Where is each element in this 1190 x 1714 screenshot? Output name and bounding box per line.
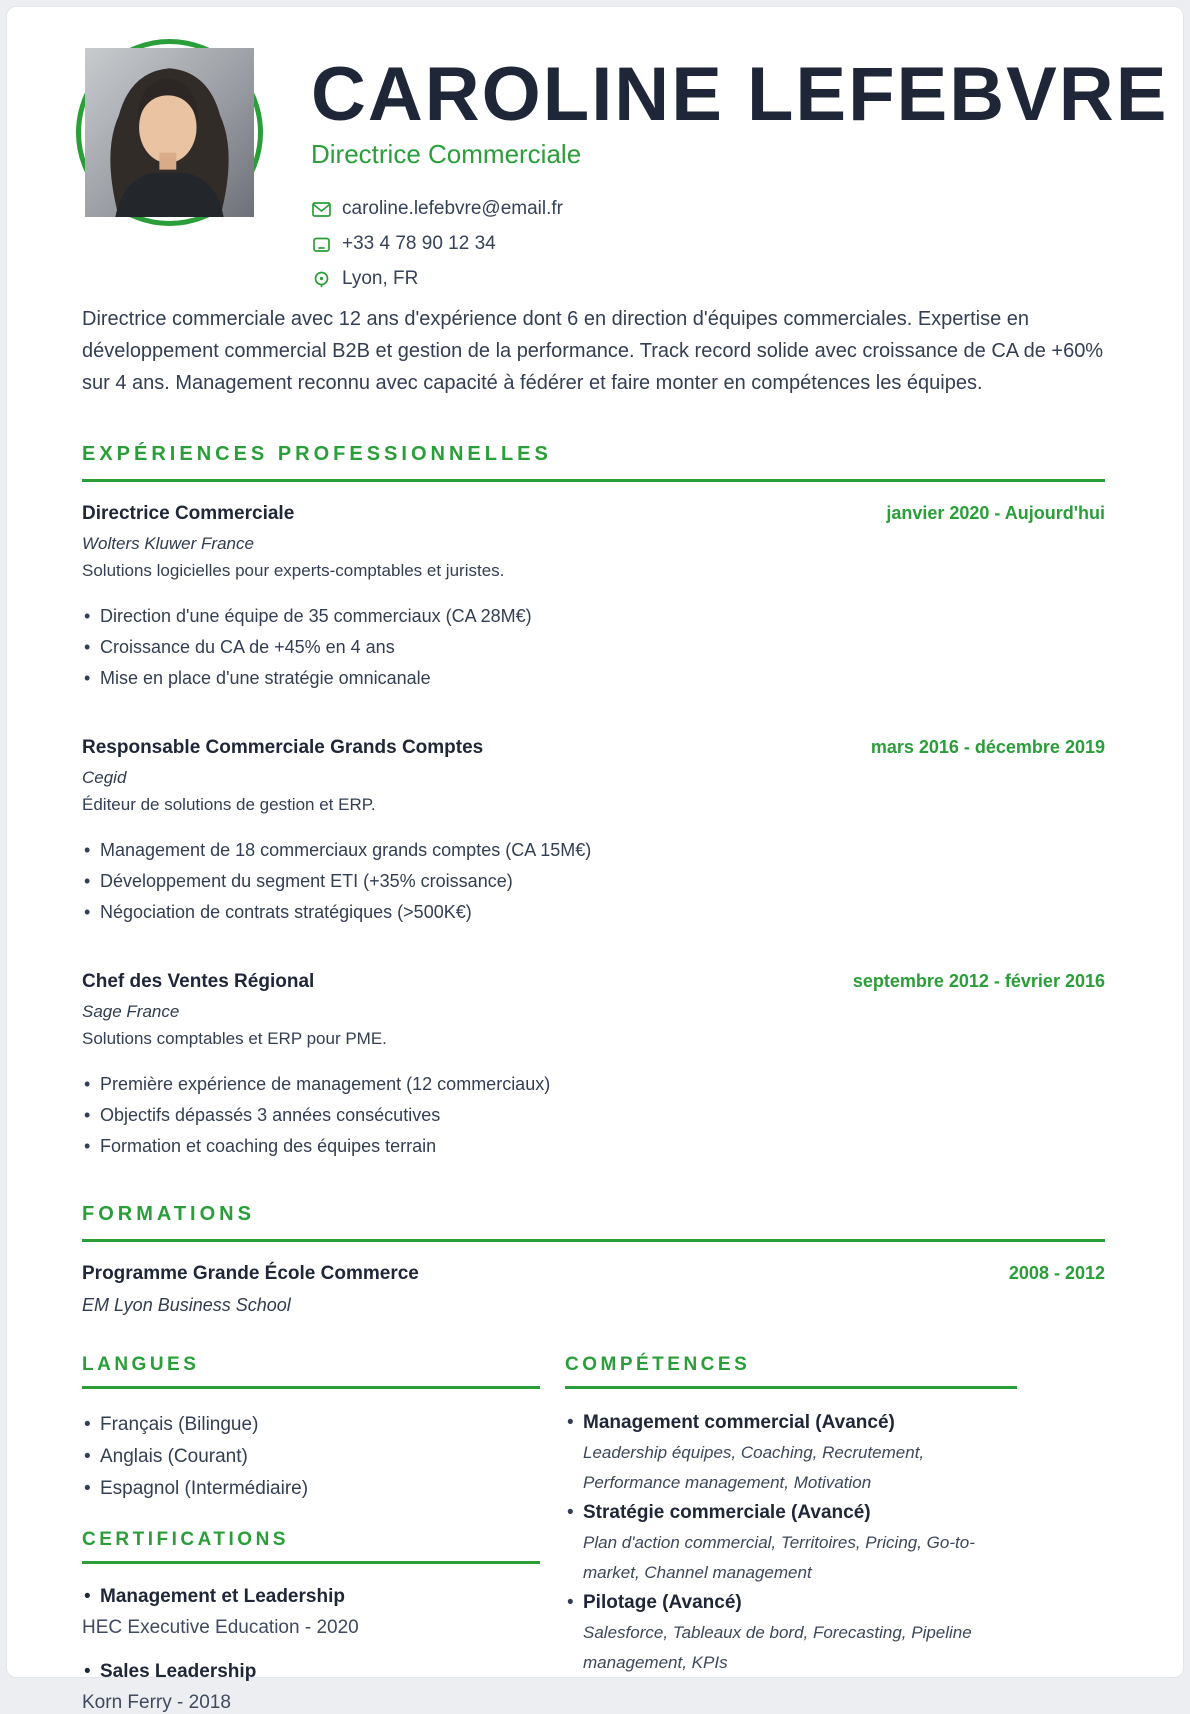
job-dates: janvier 2020 - Aujourd'hui xyxy=(886,503,1105,524)
contact-phone: +33 4 78 90 12 34 xyxy=(342,233,496,255)
header xyxy=(7,39,1183,303)
bullet-dot: • xyxy=(84,1074,91,1095)
two-column-block xyxy=(82,1354,1105,1714)
person-name: CAROLINE LEFEBVRE xyxy=(311,52,1169,137)
languages-list xyxy=(82,1409,540,1505)
job-entry xyxy=(82,503,1105,691)
contact-location-row xyxy=(311,268,1168,290)
job-bullet: • Négociation de contrats stratégiques (>500K€) xyxy=(82,899,1105,925)
job-bullets xyxy=(82,1071,1105,1159)
section-rule xyxy=(565,1386,1017,1389)
skill-name: • Stratégie commerciale (Avancé) xyxy=(565,1498,1017,1528)
content xyxy=(7,303,1183,1714)
contact-email: caroline.lefebvre@email.fr xyxy=(342,198,563,220)
bullet-dot: • xyxy=(84,840,91,861)
bullet-dot: • xyxy=(84,1446,91,1468)
section-languages xyxy=(82,1354,540,1505)
job-bullet: • Management de 18 commerciaux grands comptes (CA 15M€) xyxy=(82,837,1105,863)
bullet-dot: • xyxy=(84,1105,91,1126)
job-title: Chef des Ventes Régional xyxy=(82,971,315,993)
skill-name: • Pilotage (Avancé) xyxy=(565,1588,1017,1618)
bullet-dot: • xyxy=(567,1412,574,1434)
person-job-title: Directrice Commerciale xyxy=(311,139,582,170)
skill-item xyxy=(565,1408,1017,1498)
languages-heading: LANGUES xyxy=(82,1354,200,1376)
bullet-dot: • xyxy=(84,637,91,658)
bullet-dot: • xyxy=(84,1414,91,1436)
bullet-dot: • xyxy=(84,1478,91,1500)
phone-icon xyxy=(311,234,332,255)
job-bullet: • Direction d'une équipe de 35 commerciaux (CA 28M€) xyxy=(82,603,1105,629)
header-text-block xyxy=(311,39,1168,303)
bullet-dot: • xyxy=(84,1586,91,1608)
job-title: Directrice Commerciale xyxy=(82,503,295,525)
skills-list xyxy=(565,1408,1017,1678)
skill-item xyxy=(565,1588,1017,1678)
job-bullets xyxy=(82,603,1105,691)
skill-name: • Management commercial (Avancé) xyxy=(565,1408,1017,1438)
certification-issuer: HEC Executive Education - 2020 xyxy=(82,1617,359,1639)
certification-name: • Management et Leadership xyxy=(82,1584,540,1610)
certification-item xyxy=(82,1659,540,1714)
certification-item xyxy=(82,1584,540,1639)
certification-name: • Sales Leadership xyxy=(82,1659,540,1685)
job-title: Responsable Commerciale Grands Comptes xyxy=(82,737,484,759)
education-title: Programme Grande École Commerce xyxy=(82,1263,419,1285)
bullet-dot: • xyxy=(567,1502,574,1524)
map-pin-icon xyxy=(311,269,332,290)
job-bullet: • Première expérience de management (12 commerciaux) xyxy=(82,1071,1105,1097)
bullet-dot: • xyxy=(84,606,91,627)
bullet-dot: • xyxy=(84,871,91,892)
avatar-illustration xyxy=(85,48,254,217)
section-certifications xyxy=(82,1529,540,1714)
section-skills xyxy=(565,1354,1017,1678)
certifications-heading: CERTIFICATIONS xyxy=(82,1529,289,1551)
bullet-dot: • xyxy=(84,1136,91,1157)
job-entry xyxy=(82,737,1105,925)
job-bullet: • Développement du segment ETI (+35% croissance) xyxy=(82,868,1105,894)
resume-page xyxy=(6,6,1184,1714)
job-company: Sage France xyxy=(82,1002,180,1022)
contact-block xyxy=(311,198,1168,290)
job-dates: septembre 2012 - février 2016 xyxy=(852,971,1105,992)
bullet-dot: • xyxy=(84,902,91,923)
bullet-dot: • xyxy=(84,1661,91,1683)
job-bullet: • Croissance du CA de +45% en 4 ans xyxy=(82,634,1105,660)
experience-heading: EXPÉRIENCES PROFESSIONNELLES xyxy=(82,443,552,466)
job-dates: mars 2016 - décembre 2019 xyxy=(870,737,1105,758)
section-experience xyxy=(82,443,1105,1159)
job-company: Wolters Kluwer France xyxy=(82,534,254,554)
contact-email-row xyxy=(311,198,1168,220)
section-rule xyxy=(82,1239,1105,1242)
section-education xyxy=(82,1203,1105,1316)
skill-item xyxy=(565,1498,1017,1588)
section-rule xyxy=(82,1561,540,1564)
education-school: EM Lyon Business School xyxy=(82,1295,291,1316)
job-description: Solutions comptables et ERP pour PME. xyxy=(82,1029,387,1049)
certification-issuer: Korn Ferry - 2018 xyxy=(82,1692,231,1714)
envelope-icon xyxy=(311,199,332,220)
job-description: Éditeur de solutions de gestion et ERP. xyxy=(82,795,376,815)
job-company: Cegid xyxy=(82,768,127,788)
section-rule xyxy=(82,1386,540,1389)
job-bullet: • Formation et coaching des équipes terrain xyxy=(82,1133,1105,1159)
education-dates: 2008 - 2012 xyxy=(1008,1263,1105,1284)
contact-location: Lyon, FR xyxy=(342,268,419,290)
language-item: • Anglais (Courant) xyxy=(82,1441,540,1473)
profile-photo-ring xyxy=(76,39,263,226)
bullet-dot: • xyxy=(567,1592,574,1614)
section-rule xyxy=(82,479,1105,482)
skills-heading: COMPÉTENCES xyxy=(565,1354,751,1376)
skill-details: Salesforce, Tableaux de bord, Forecasting, Pipeline management, KPIs xyxy=(583,1623,972,1673)
job-description: Solutions logicielles pour experts-comptables et juristes. xyxy=(82,561,505,581)
profile-photo xyxy=(85,48,254,217)
left-column xyxy=(82,1354,540,1714)
skill-details: Plan d'action commercial, Territoires, Pricing, Go-to-market, Channel management xyxy=(583,1533,975,1583)
skill-details: Leadership équipes, Coaching, Recrutement, Performance management, Motivation xyxy=(583,1443,925,1493)
right-column xyxy=(565,1354,1017,1714)
language-item: • Espagnol (Intermédiaire) xyxy=(82,1473,540,1505)
profile-summary: Directrice commerciale avec 12 ans d'expérience dont 6 en direction d'équipes commerciales. Expertise en développement commercial B2B et gestion de la performance. Track record solide avec croissance de CA de +60% sur 4 ans. Management reconnu avec capacité à fédérer et faire monter en compétences les équipes. xyxy=(82,308,1104,395)
contact-phone-row xyxy=(311,233,1168,255)
bullet-dot: • xyxy=(84,668,91,689)
language-item: • Français (Bilingue) xyxy=(82,1409,540,1441)
job-bullets xyxy=(82,837,1105,925)
job-entry xyxy=(82,971,1105,1159)
job-bullet: • Objectifs dépassés 3 années consécutives xyxy=(82,1102,1105,1128)
education-heading: FORMATIONS xyxy=(82,1203,255,1226)
job-bullet: • Mise en place d'une stratégie omnicanale xyxy=(82,665,1105,691)
education-entry xyxy=(82,1263,1105,1316)
